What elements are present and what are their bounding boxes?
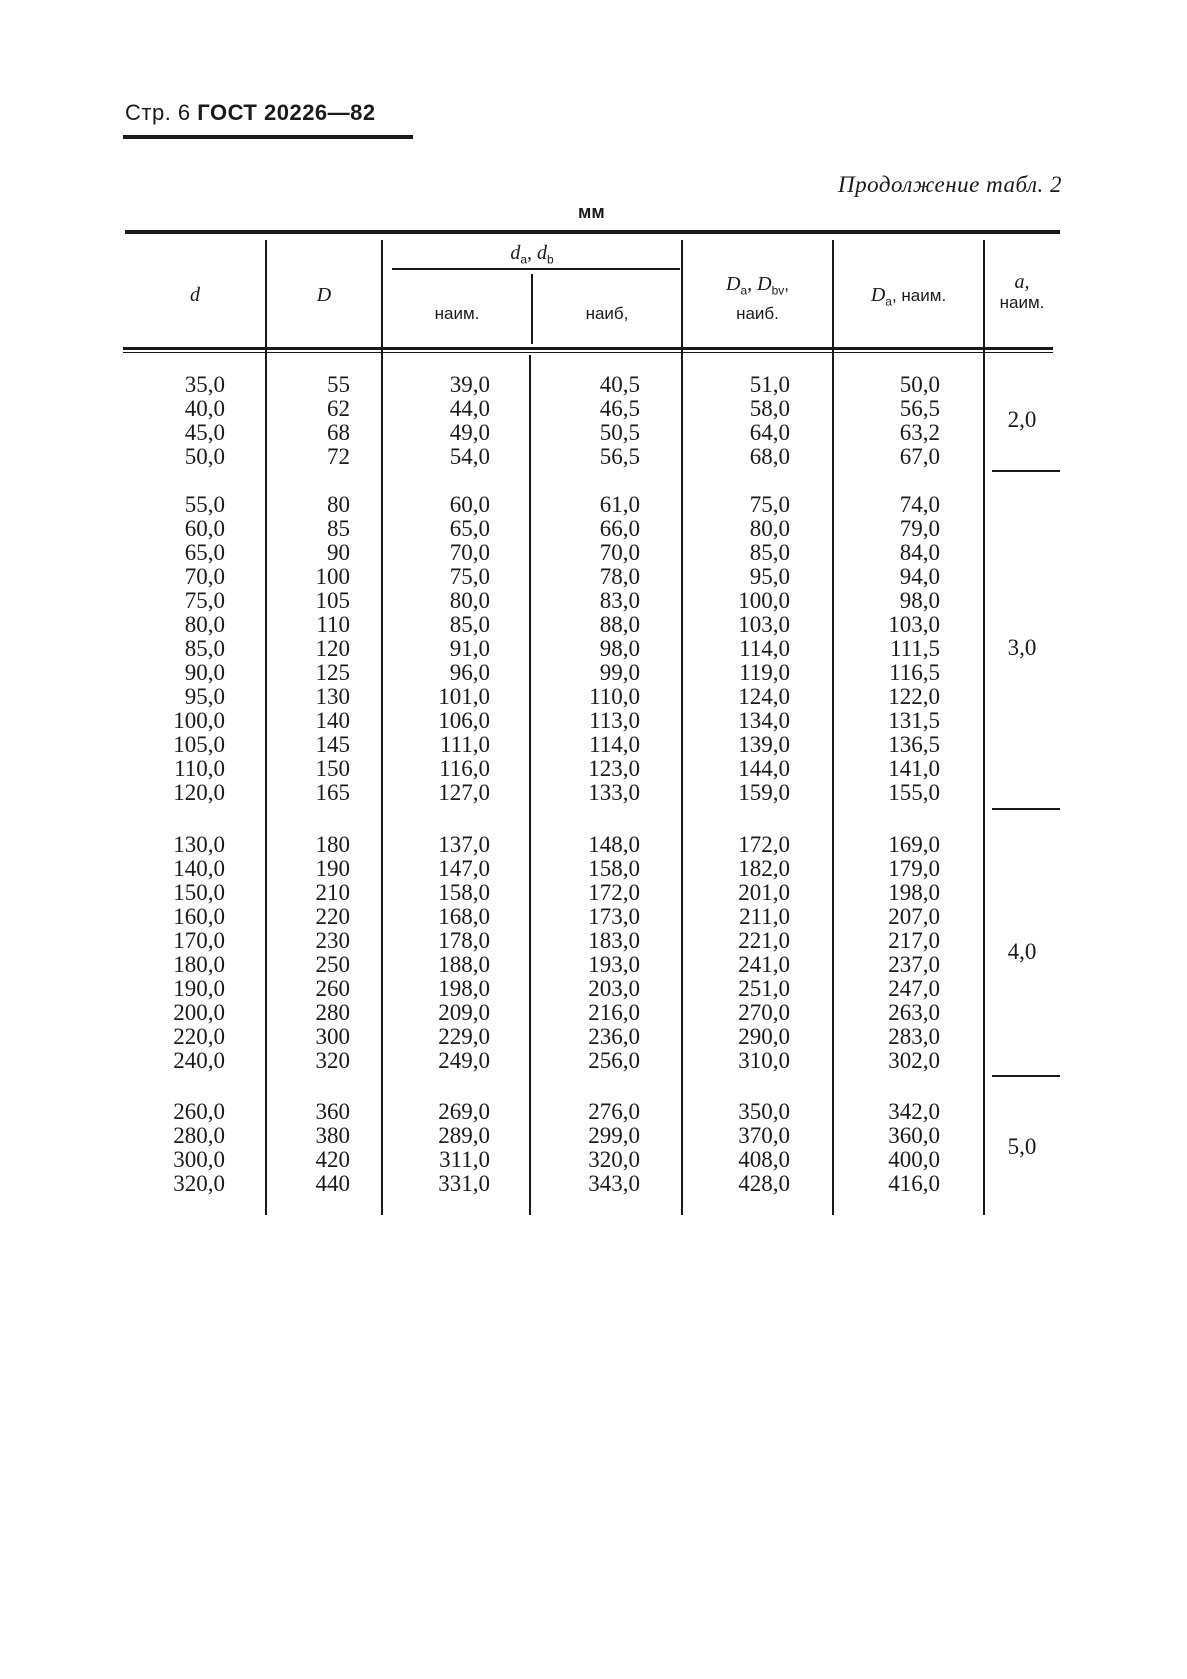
cell-da-min: 127,0 <box>438 780 490 805</box>
cell-Da-Dbv-max: 201,0 <box>738 880 790 905</box>
cell-da-max: 46,5 <box>599 396 640 421</box>
cell-Da-min: 155,0 <box>888 780 940 805</box>
cell-D: 300 <box>315 1024 350 1049</box>
cell-Da-Dbv-max: 270,0 <box>738 1000 790 1025</box>
cell-da-max: 56,5 <box>599 444 640 469</box>
cell-Da-Dbv-max: 370,0 <box>738 1123 790 1148</box>
column-Da_min-group-3 <box>888 833 940 1073</box>
cell-Da-min: 79,0 <box>899 516 940 541</box>
column-D-group-2 <box>316 493 351 805</box>
cell-Da-Dbv-max: 85,0 <box>749 540 790 565</box>
cell-Da-min: 141,0 <box>888 756 940 781</box>
column-Da_Dbv_max-group-2 <box>738 493 790 805</box>
cell-Da-Dbv-max: 95,0 <box>749 564 790 589</box>
cell-da-min: 178,0 <box>438 928 490 953</box>
col-header-d: d <box>190 284 200 306</box>
cell-da-max: 148,0 <box>588 832 640 857</box>
cell-da-max: 320,0 <box>588 1147 640 1172</box>
cell-d: 130,0 <box>173 832 225 857</box>
cell-da-min: 44,0 <box>449 396 490 421</box>
col-header-Da-min: $D_a$, наим. <box>870 284 947 309</box>
page-header <box>125 100 376 126</box>
cell-Da-Dbv-max: 241,0 <box>738 952 790 977</box>
column-da_max-group-2 <box>588 493 640 805</box>
column-Da_Dbv_max-group-4 <box>738 1100 790 1196</box>
column-da_min-group-1 <box>450 373 490 469</box>
table-vline <box>832 240 834 1215</box>
cell-d: 170,0 <box>173 928 225 953</box>
a-group-rule <box>992 808 1060 810</box>
cell-da-max: 83,0 <box>599 588 640 613</box>
cell-d: 220,0 <box>173 1024 225 1049</box>
cell-Da-Dbv-max: 144,0 <box>738 756 790 781</box>
cell-da-min: 289,0 <box>438 1123 490 1148</box>
cell-d: 90,0 <box>184 660 225 685</box>
cell-Da-min: 122,0 <box>888 684 940 709</box>
standard-code: ГОСТ 20226—82 <box>197 100 376 125</box>
cell-Da-min: 400,0 <box>888 1147 940 1172</box>
cell-da-max: 158,0 <box>588 856 640 881</box>
cell-Da-Dbv-max: 119,0 <box>739 660 790 685</box>
cell-D: 220 <box>315 904 350 929</box>
table-continuation-label: Продолжение табл. 2 <box>838 172 1062 197</box>
cell-D: 320 <box>315 1048 350 1073</box>
cell-D: 165 <box>315 780 350 805</box>
cell-da-max: 203,0 <box>588 976 640 1001</box>
cell-Da-Dbv-max: 58,0 <box>749 396 790 421</box>
cell-D: 250 <box>315 952 350 977</box>
column-Da_Dbv_max-group-3 <box>738 833 790 1073</box>
cell-Da-min: 74,0 <box>899 492 940 517</box>
cell-a: 4,0 <box>1007 939 1037 964</box>
cell-Da-Dbv-max: 139,0 <box>738 732 790 757</box>
cell-D: 420 <box>315 1147 350 1172</box>
cell-D: 125 <box>315 660 350 685</box>
cell-D: 210 <box>315 880 350 905</box>
cell-d: 50,0 <box>184 444 225 469</box>
cell-da-max: 114,0 <box>589 732 640 757</box>
cell-Da-min: 302,0 <box>888 1048 940 1073</box>
cell-Da-min: 342,0 <box>888 1099 940 1124</box>
column-d-group-3 <box>173 833 225 1073</box>
cell-d: 160,0 <box>173 904 225 929</box>
cell-da-min: 209,0 <box>438 1000 490 1025</box>
cell-d: 100,0 <box>173 708 225 733</box>
cell-Da-Dbv-max: 221,0 <box>738 928 790 953</box>
cell-da-min: 91,0 <box>449 636 490 661</box>
cell-Da-min: 217,0 <box>888 928 940 953</box>
cell-d: 80,0 <box>184 612 225 637</box>
cell-Da-min: 416,0 <box>888 1171 940 1196</box>
cell-d: 190,0 <box>173 976 225 1001</box>
cell-Da-min: 198,0 <box>888 880 940 905</box>
cell-da-max: 40,5 <box>599 372 640 397</box>
cell-da-min: 96,0 <box>449 660 490 685</box>
cell-d: 300,0 <box>173 1147 225 1172</box>
cell-da-min: 168,0 <box>438 904 490 929</box>
cell-da-min: 249,0 <box>438 1048 490 1073</box>
cell-d: 75,0 <box>184 588 225 613</box>
column-da_max-group-1 <box>600 373 640 469</box>
column-da_min-group-2 <box>438 493 490 805</box>
cell-da-min: 311,0 <box>439 1147 490 1172</box>
cell-da-max: 61,0 <box>599 492 640 517</box>
cell-D: 90 <box>327 540 350 565</box>
cell-da-min: 54,0 <box>449 444 490 469</box>
column-Da_min-group-2 <box>888 493 940 805</box>
cell-Da-Dbv-max: 211,0 <box>739 904 790 929</box>
cell-d: 70,0 <box>184 564 225 589</box>
cell-d: 180,0 <box>173 952 225 977</box>
cell-Da-Dbv-max: 408,0 <box>738 1147 790 1172</box>
cell-Da-min: 237,0 <box>888 952 940 977</box>
cell-da-min: 158,0 <box>438 880 490 905</box>
cell-da-min: 269,0 <box>438 1099 490 1124</box>
cell-da-max: 216,0 <box>588 1000 640 1025</box>
cell-D: 62 <box>327 396 350 421</box>
cell-D: 80 <box>327 492 350 517</box>
col-header-a: a, наим. <box>999 271 1045 312</box>
cell-Da-min: 50,0 <box>899 372 940 397</box>
table-vline <box>265 240 267 1215</box>
table-top-rule <box>125 230 1060 234</box>
cell-d: 65,0 <box>184 540 225 565</box>
cell-da-max: 50,5 <box>599 420 640 445</box>
cell-da-min: 101,0 <box>438 684 490 709</box>
cell-d: 55,0 <box>184 492 225 517</box>
cell-da-max: 193,0 <box>588 952 640 977</box>
table-vline <box>381 240 383 1215</box>
cell-da-min: 75,0 <box>449 564 490 589</box>
cell-a: 2,0 <box>1007 407 1037 432</box>
cell-Da-Dbv-max: 428,0 <box>738 1171 790 1196</box>
cell-da-min: 229,0 <box>438 1024 490 1049</box>
column-D-group-4 <box>316 1100 351 1196</box>
col-header-da-db: $d_a$, $d_b$ <box>510 242 554 267</box>
cell-da-max: 133,0 <box>588 780 640 805</box>
cell-Da-Dbv-max: 103,0 <box>738 612 790 637</box>
cell-da-min: 188,0 <box>438 952 490 977</box>
cell-da-min: 70,0 <box>449 540 490 565</box>
cell-d: 60,0 <box>184 516 225 541</box>
cell-da-max: 256,0 <box>588 1048 640 1073</box>
cell-Da-min: 98,0 <box>899 588 940 613</box>
cell-da-min: 85,0 <box>449 612 490 637</box>
cell-Da-min: 116,5 <box>889 660 940 685</box>
cell-da-max: 343,0 <box>588 1171 640 1196</box>
col-header-da-max: наиб, <box>585 304 629 323</box>
cell-d: 45,0 <box>184 420 225 445</box>
cell-Da-Dbv-max: 172,0 <box>738 832 790 857</box>
cell-Da-min: 84,0 <box>899 540 940 565</box>
cell-da-min: 49,0 <box>449 420 490 445</box>
cell-da-min: 111,0 <box>439 732 490 757</box>
column-Da_min-group-1 <box>900 373 940 469</box>
column-d-group-4 <box>173 1100 225 1196</box>
cell-Da-min: 111,5 <box>889 636 940 661</box>
cell-Da-min: 67,0 <box>899 444 940 469</box>
cell-da-max: 70,0 <box>599 540 640 565</box>
cell-da-max: 123,0 <box>588 756 640 781</box>
cell-Da-min: 169,0 <box>888 832 940 857</box>
cell-Da-Dbv-max: 310,0 <box>738 1048 790 1073</box>
column-D-group-1 <box>327 373 350 469</box>
cell-da-min: 331,0 <box>438 1171 490 1196</box>
a-group-rule <box>992 470 1060 472</box>
cell-d: 150,0 <box>173 880 225 905</box>
cell-a: 3,0 <box>1007 635 1037 660</box>
cell-da-min: 137,0 <box>438 832 490 857</box>
cell-Da-Dbv-max: 159,0 <box>738 780 790 805</box>
cell-Da-Dbv-max: 100,0 <box>738 588 790 613</box>
column-D-group-3 <box>316 833 351 1073</box>
header-rule <box>123 135 413 139</box>
column-d-group-1 <box>185 373 225 469</box>
cell-D: 120 <box>315 636 350 661</box>
a-group-rule <box>992 1075 1060 1077</box>
cell-da-max: 113,0 <box>589 708 640 733</box>
cell-d: 40,0 <box>184 396 225 421</box>
cell-D: 180 <box>315 832 350 857</box>
cell-da-min: 106,0 <box>438 708 490 733</box>
cell-Da-min: 94,0 <box>899 564 940 589</box>
page-number: Стр. 6 <box>125 100 191 125</box>
cell-a: 5,0 <box>1007 1134 1037 1159</box>
column-Da_min-group-4 <box>888 1100 940 1196</box>
cell-Da-min: 179,0 <box>888 856 940 881</box>
cell-D: 140 <box>315 708 350 733</box>
cell-D: 145 <box>315 732 350 757</box>
cell-da-max: 110,0 <box>589 684 640 709</box>
cell-Da-Dbv-max: 64,0 <box>749 420 790 445</box>
cell-da-min: 39,0 <box>449 372 490 397</box>
table-vline <box>681 240 683 1215</box>
table-vline <box>983 240 985 1215</box>
cell-da-max: 236,0 <box>588 1024 640 1049</box>
cell-da-max: 88,0 <box>599 612 640 637</box>
cell-D: 105 <box>315 588 350 613</box>
cell-da-min: 60,0 <box>449 492 490 517</box>
cell-d: 280,0 <box>173 1123 225 1148</box>
cell-da-max: 173,0 <box>588 904 640 929</box>
cell-Da-min: 56,5 <box>899 396 940 421</box>
cell-da-min: 80,0 <box>449 588 490 613</box>
cell-d: 110,0 <box>174 756 225 781</box>
cell-Da-Dbv-max: 51,0 <box>749 372 790 397</box>
cell-D: 72 <box>327 444 350 469</box>
cell-d: 140,0 <box>173 856 225 881</box>
cell-da-min: 147,0 <box>438 856 490 881</box>
cell-Da-Dbv-max: 134,0 <box>738 708 790 733</box>
cell-Da-Dbv-max: 350,0 <box>738 1099 790 1124</box>
column-d-group-2 <box>173 493 225 805</box>
cell-da-max: 99,0 <box>599 660 640 685</box>
cell-d: 85,0 <box>184 636 225 661</box>
cell-Da-Dbv-max: 68,0 <box>749 444 790 469</box>
cell-Da-Dbv-max: 251,0 <box>738 976 790 1001</box>
cell-Da-min: 283,0 <box>888 1024 940 1049</box>
cell-Da-min: 63,2 <box>899 420 940 445</box>
cell-d: 95,0 <box>184 684 225 709</box>
cell-d: 120,0 <box>173 780 225 805</box>
cell-D: 100 <box>315 564 350 589</box>
cell-D: 110 <box>316 612 350 637</box>
cell-D: 130 <box>315 684 350 709</box>
cell-da-min: 198,0 <box>438 976 490 1001</box>
cell-Da-min: 136,5 <box>888 732 940 757</box>
cell-Da-min: 247,0 <box>888 976 940 1001</box>
cell-da-max: 78,0 <box>599 564 640 589</box>
da-group-rule <box>392 268 680 270</box>
cell-D: 260 <box>315 976 350 1001</box>
cell-D: 360 <box>315 1099 350 1124</box>
column-Da_Dbv_max-group-1 <box>750 373 790 469</box>
cell-da-max: 299,0 <box>588 1123 640 1148</box>
table-vline <box>529 355 531 1215</box>
cell-D: 190 <box>315 856 350 881</box>
cell-Da-Dbv-max: 124,0 <box>738 684 790 709</box>
cell-da-max: 276,0 <box>588 1099 640 1124</box>
column-da_min-group-3 <box>438 833 490 1073</box>
header-bottom-rule <box>123 347 1053 350</box>
cell-d: 200,0 <box>173 1000 225 1025</box>
cell-Da-min: 360,0 <box>888 1123 940 1148</box>
col-header-da-min: наим. <box>434 304 480 323</box>
cell-D: 55 <box>327 372 350 397</box>
cell-da-min: 116,0 <box>439 756 490 781</box>
cell-da-min: 65,0 <box>449 516 490 541</box>
header-bottom-rule-2 <box>123 352 1053 353</box>
cell-D: 68 <box>327 420 350 445</box>
cell-D: 440 <box>315 1171 350 1196</box>
cell-da-max: 98,0 <box>599 636 640 661</box>
cell-Da-Dbv-max: 75,0 <box>749 492 790 517</box>
cell-Da-min: 263,0 <box>888 1000 940 1025</box>
unit-label: мм <box>578 202 605 222</box>
column-da_max-group-3 <box>588 833 640 1073</box>
cell-D: 230 <box>315 928 350 953</box>
cell-D: 85 <box>327 516 350 541</box>
cell-d: 240,0 <box>173 1048 225 1073</box>
cell-Da-min: 131,5 <box>888 708 940 733</box>
cell-Da-min: 207,0 <box>888 904 940 929</box>
cell-D: 280 <box>315 1000 350 1025</box>
cell-d: 105,0 <box>173 732 225 757</box>
cell-d: 260,0 <box>173 1099 225 1124</box>
cell-d: 35,0 <box>184 372 225 397</box>
cell-da-max: 183,0 <box>588 928 640 953</box>
cell-D: 380 <box>315 1123 350 1148</box>
cell-Da-Dbv-max: 182,0 <box>738 856 790 881</box>
cell-d: 320,0 <box>173 1171 225 1196</box>
cell-Da-min: 103,0 <box>888 612 940 637</box>
cell-Da-Dbv-max: 290,0 <box>738 1024 790 1049</box>
cell-da-max: 66,0 <box>599 516 640 541</box>
cell-Da-Dbv-max: 114,0 <box>739 636 790 661</box>
cell-da-max: 172,0 <box>588 880 640 905</box>
column-da_max-group-4 <box>588 1100 640 1196</box>
cell-Da-Dbv-max: 80,0 <box>749 516 790 541</box>
col-header-Da-Dbv: $D_a$, $D_{bv}$, наиб. <box>725 273 789 324</box>
col-header-D: D <box>316 284 332 306</box>
column-da_min-group-4 <box>438 1100 490 1196</box>
cell-D: 150 <box>315 756 350 781</box>
